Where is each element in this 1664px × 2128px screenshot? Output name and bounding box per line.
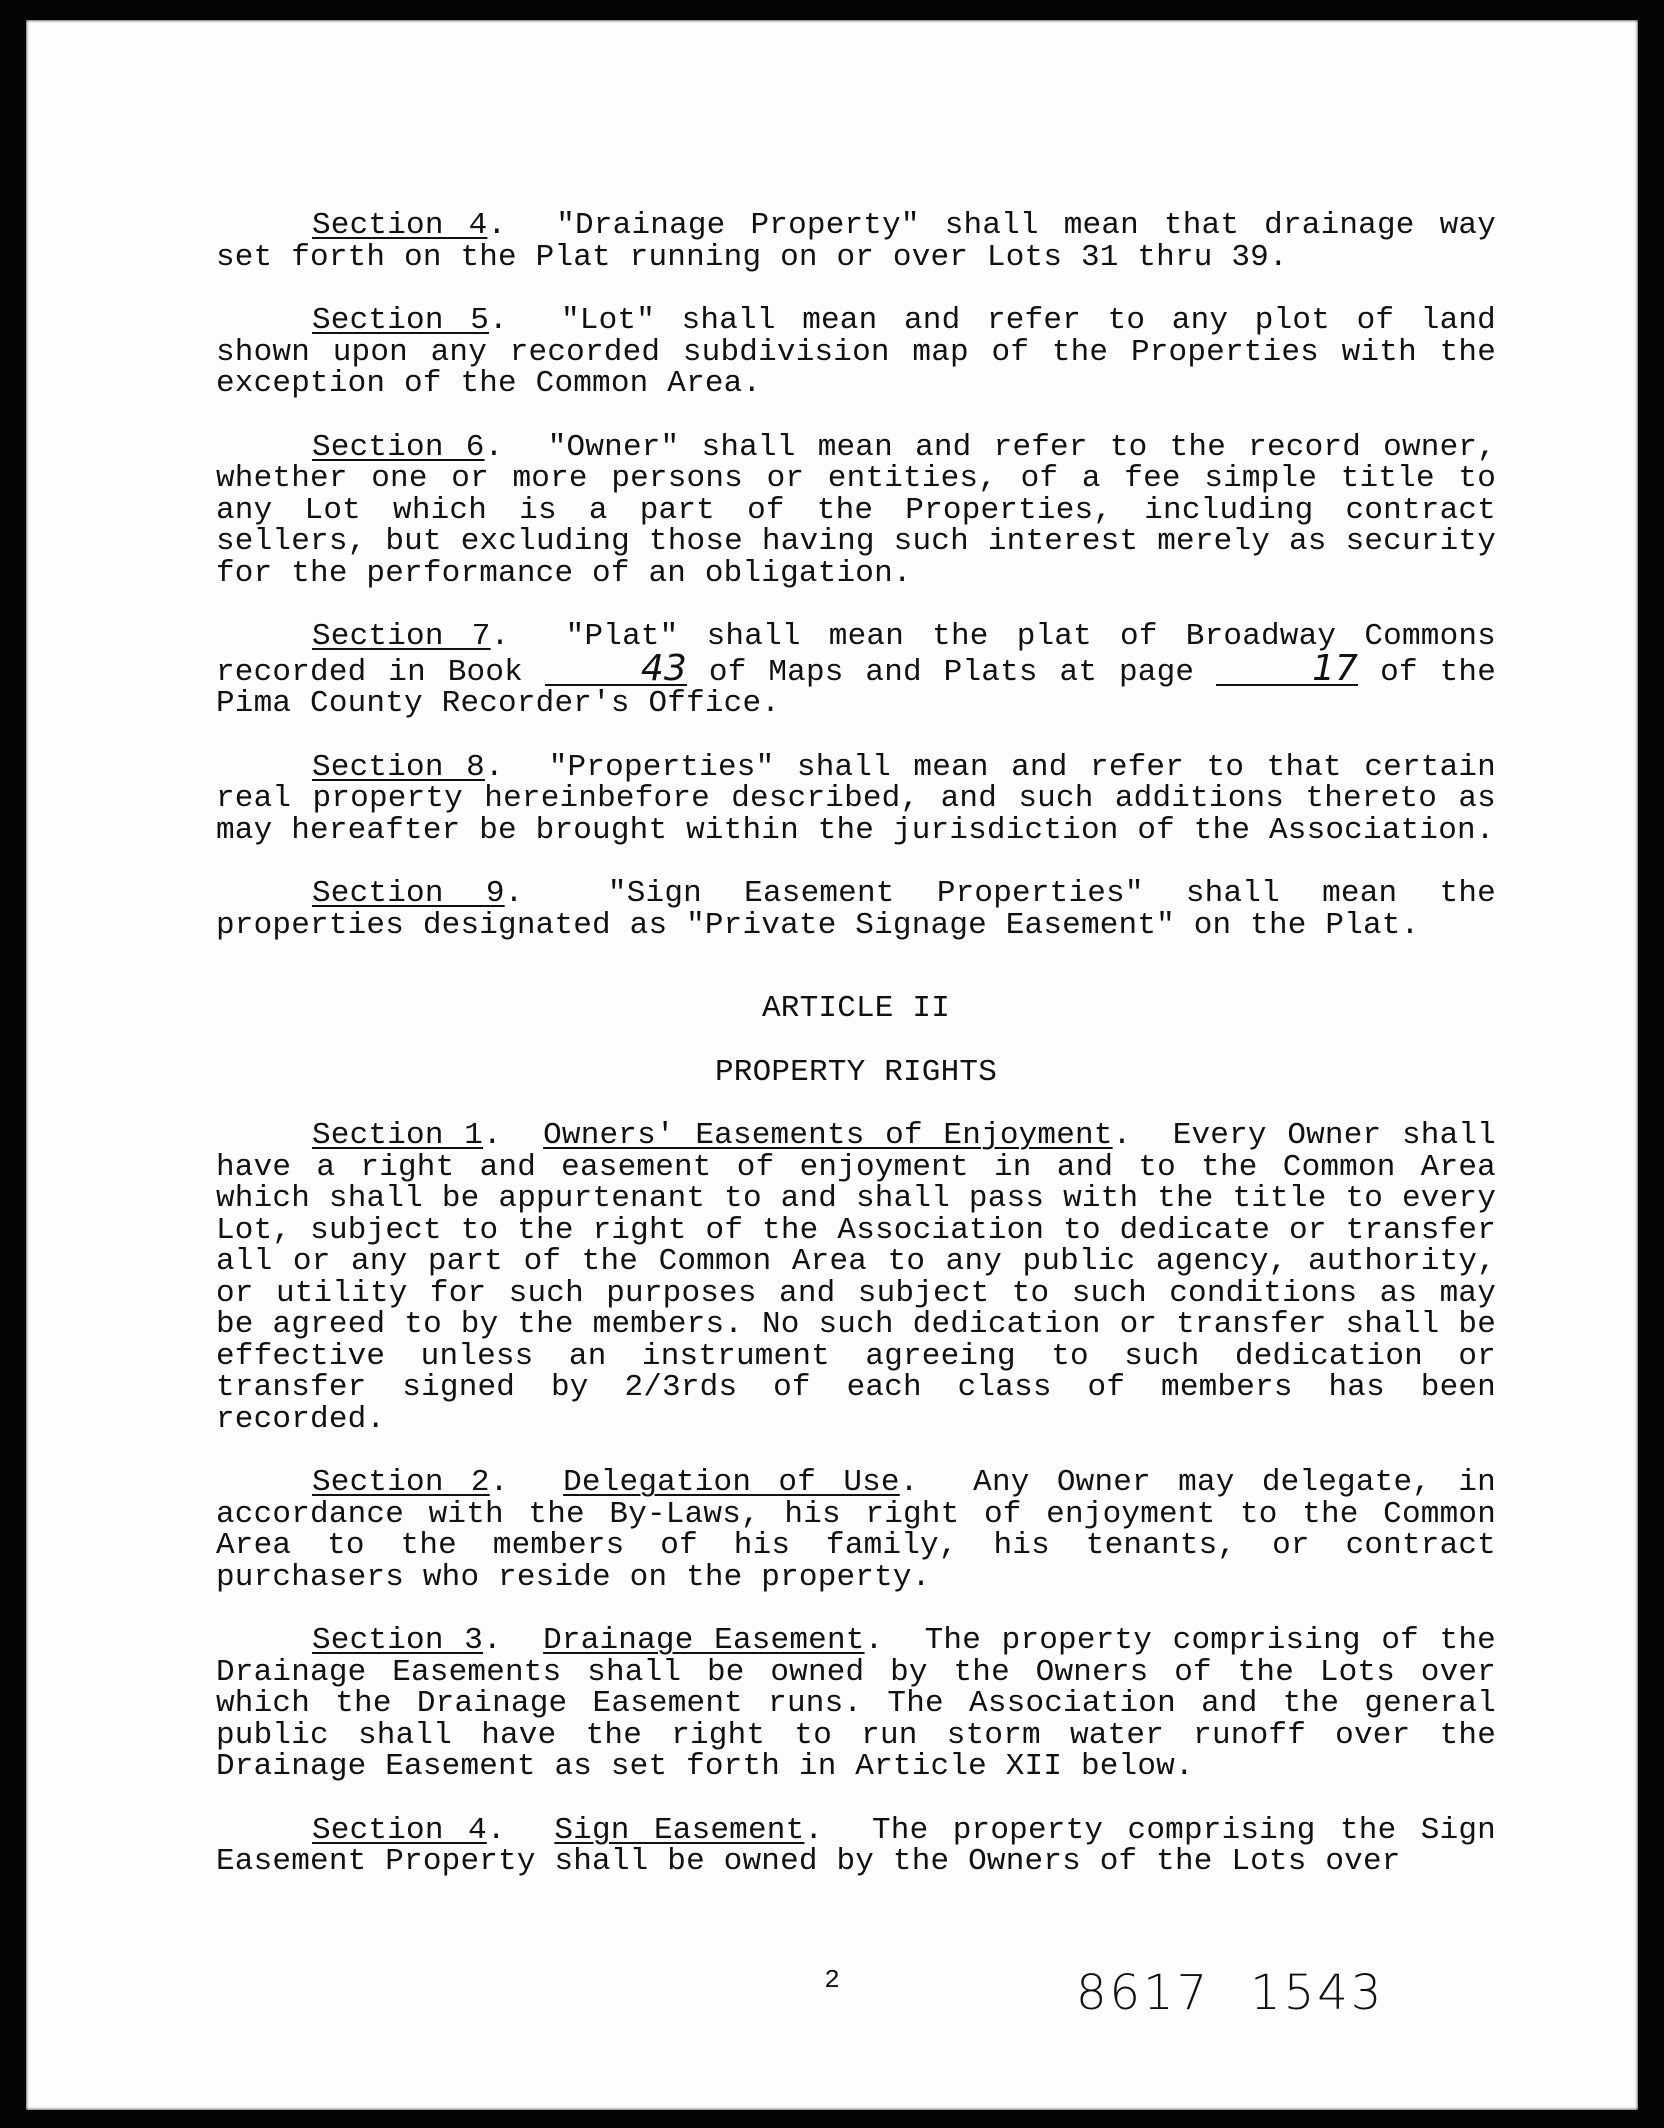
page-number: 2	[824, 1965, 840, 1995]
article-title: PROPERTY RIGHTS	[714, 1054, 998, 1090]
section-text: The property comprising of the Drainage Easements shall be owned by the Owners of the Lots over which the Drainage Easement runs. The Association and the general public shall have the right to run storm water runoff over the Drainage Easement as set forth in Article XII below.	[216, 1623, 1496, 1784]
section-label: Section 2	[312, 1465, 490, 1500]
section-5-definition: Section 5. "Lot" shall mean and refer to any plot of land shown upon any recorded subdivision map of the Properties with the exception of the Common Area.	[216, 303, 1496, 401]
article-number: ARTICLE II	[761, 991, 951, 1026]
section-text: "Drainage Property" shall mean that drainage way set forth on the Plat running on or over Lots 31 thru 39.	[216, 208, 1496, 275]
section-text: Every Owner shall have a right and easement of enjoyment in and to the Common Area which shall be appurtenant to and shall pass with the title to every Lot, subject to the right of the Association to dedicate or transfer all or any part of the Common Area to any public agency, authority, or utility for such purposes and subject to such conditions as may be agreed to by the members. No such dedication or transfer shall be effective unless an instrument agreeing to such dedication or transfer signed by 2/3rds of each class of members has been recorded.	[216, 1118, 1496, 1437]
section-heading: Sign Easement	[554, 1812, 805, 1848]
article-section-1: Section 1. Owners' Easements of Enjoyment. Every Owner shall have a right and easement of enjoyment in and to the Common Area which shall be appurtenant to and shall pass with the title to every Lot, subject to the right of the Association to dedicate or transfer all or any part of the Common Area to any public agency, authority, or utility for such purposes and subject to such conditions as may be agreed to by the members. No such dedication or transfer shall be effective unless an instrument agreeing to such dedication or transfer signed by 2/3rds of each class of members has been recorded.	[216, 1118, 1496, 1437]
article-section-4: Section 4. Sign Easement. The property comprising the Sign Easement Property shall be owned by the Owners of the Lots over	[216, 1812, 1496, 1879]
section-label: Section 7	[312, 619, 491, 654]
section-text: "Lot" shall mean and refer to any plot of land shown upon any recorded subdivision map of the Properties with the exception of the Common Area.	[216, 303, 1496, 401]
handwritten-page-number: 17	[1216, 653, 1358, 687]
recording-stamp	[1076, 1965, 1384, 2021]
stamp-page: 1543	[1250, 1965, 1385, 2021]
section-8-definition: Section 8. "Properties" shall mean and refer to that certain real property hereinbefore described, and such additions thereto as may hereafter be brought within the jurisdiction of the Association.	[216, 749, 1496, 848]
section-6-definition: Section 6. "Owner" shall mean and refer to the record owner, whether one or more persons or entities, of a fee simple title to any Lot which is a part of the Properties, including contract sellers, but excluding those having such interest merely as security for the performance of an obligation.	[216, 429, 1496, 591]
section-text: "Sign Easement Properties" shall mean the properties designated as "Private Signage Easement" on the Plat.	[216, 876, 1496, 943]
section-label: Section 1	[312, 1118, 484, 1153]
section-text: "Owner" shall mean and refer to the record owner, whether one or more persons or entities, of a fee simple title to any Lot which is a part of the Properties, including contract sellers, but excluding those having such interest merely as security for the performance of an obligation.	[216, 429, 1496, 591]
section-7-definition: Section 7. "Plat" shall mean the plat of Broadway Commons recorded in Book 43 of Maps and Plats at page 17 of the Pima County Recorder's Office.	[216, 619, 1497, 721]
section-4-definition: Section 4. "Drainage Property" shall mean that drainage way set forth on the Plat running on or over Lots 31 thru 39.	[216, 208, 1496, 275]
article-section-3: Section 3. Drainage Easement. The property comprising of the Drainage Easements shall be owned by the Owners of the Lots over which the Drainage Easement runs. The Association and the general public shall have the right to run storm water runoff over the Drainage Easement as set forth in Article XII below.	[216, 1623, 1496, 1784]
section-label: Section 9	[312, 876, 505, 911]
document-body	[216, 210, 1496, 1910]
document-page	[26, 20, 1638, 2110]
section-text: of Maps and Plats at page	[708, 654, 1195, 690]
stamp-book: 8617	[1076, 1965, 1211, 2021]
section-text: of the Pima County Recorder's Office.	[216, 654, 1497, 721]
section-text: "Properties" shall mean and refer to that certain real property hereinbefore described, and such additions thereto as may hereafter be brought within the jurisdiction of the Association.	[216, 749, 1496, 848]
article-section-2: Section 2. Delegation of Use. Any Owner may delegate, in accordance with the By-Laws, his right of enjoyment to the Common Area to the members of his family, his tenants, or contract purchasers who reside on the property.	[216, 1465, 1496, 1595]
section-9-definition: Section 9. "Sign Easement Properties" shall mean the properties designated as "Private Signage Easement" on the Plat.	[216, 876, 1496, 943]
section-label: Section 3	[312, 1623, 484, 1658]
section-label: Section 5	[312, 303, 490, 338]
section-label: Section 8	[312, 749, 485, 785]
section-heading: Delegation of Use	[563, 1465, 900, 1500]
section-label: Section 6	[312, 429, 485, 465]
section-heading: Owners' Easements of Enjoyment	[543, 1118, 1113, 1153]
section-label: Section 4	[312, 208, 488, 243]
section-label: Section 4	[312, 1812, 487, 1848]
section-text: Any Owner may delegate, in accordance with the By-Laws, his right of enjoyment to the Common Area to the members of his family, his tenants, or contract purchasers who reside on the property.	[216, 1465, 1496, 1595]
section-heading: Drainage Easement	[543, 1623, 865, 1658]
handwritten-book-number: 43	[545, 653, 687, 687]
section-text: The property comprising the Sign Easement Property shall be owned by the Owners of the Lots over	[216, 1812, 1496, 1879]
section-text: "Plat" shall mean the plat of Broadway Commons recorded in Book	[216, 619, 1496, 690]
